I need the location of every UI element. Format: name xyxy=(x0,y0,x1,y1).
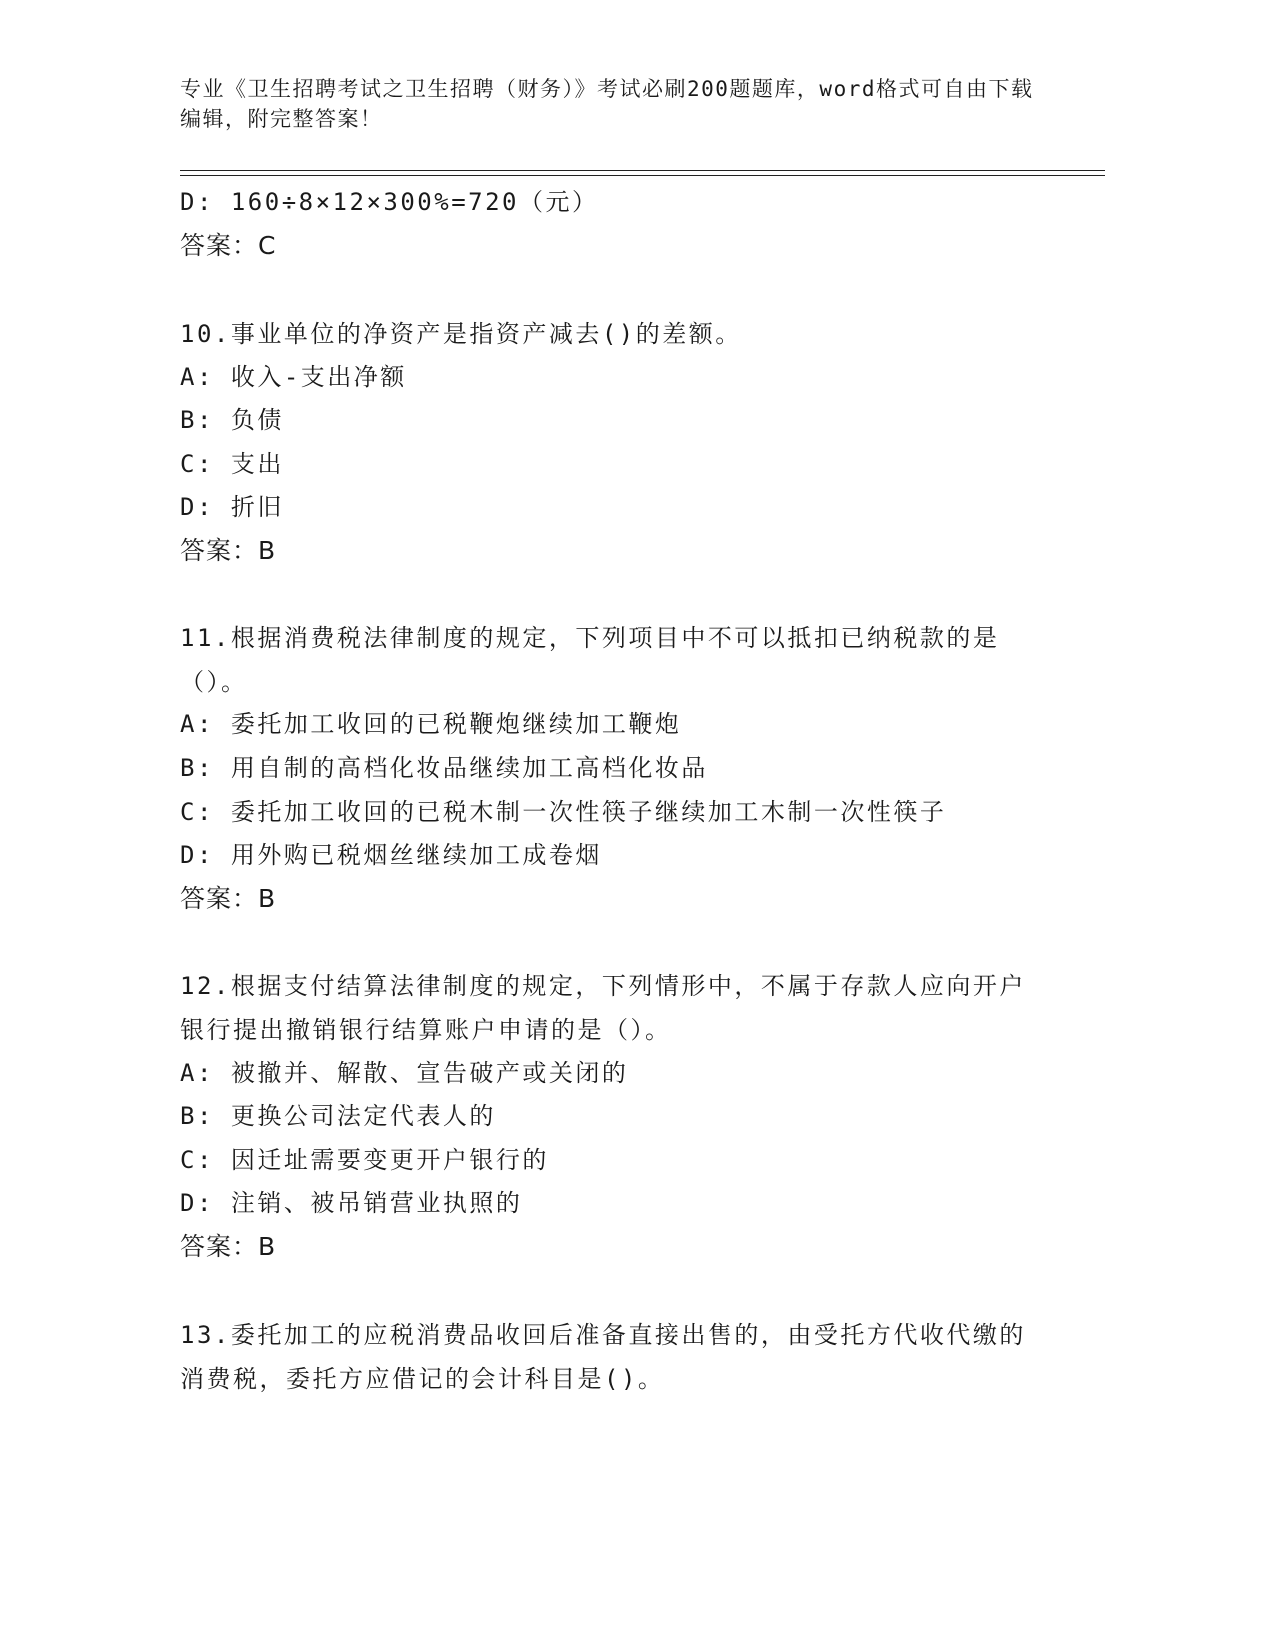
question-12-option-b: B: 更换公司法定代表人的 xyxy=(180,1102,496,1130)
question-13-stem: 13.委托加工的应税消费品收回后准备直接出售的，由受托方代收代缴的消费税，委托方应借记的会计科目是()。 xyxy=(180,1321,1026,1393)
question-10-answer: 答案：B xyxy=(180,536,277,565)
question-11-option-b: B: 用自制的高档化妆品继续加工高档化妆品 xyxy=(180,754,708,782)
question-11-option-c: C: 委托加工收回的已税木制一次性筷子继续加工木制一次性筷子 xyxy=(180,798,947,826)
document-header: 专业《卫生招聘考试之卫生招聘（财务）》考试必刷200题题库，word格式可自由下载编辑，附完整答案！ xyxy=(180,77,1034,131)
question-10-option-d: D: 折旧 xyxy=(180,493,284,521)
question-10-option-c: C: 支出 xyxy=(180,450,284,478)
prev-option-d: D: 160÷8×12×300%=720（元） xyxy=(180,188,599,216)
question-12-option-d: D: 注销、被吊销营业执照的 xyxy=(180,1189,523,1217)
question-10-option-b: B: 负债 xyxy=(180,406,284,434)
question-10-stem: 10.事业单位的净资产是指资产减去()的差额。 xyxy=(180,320,742,348)
question-10-option-a: A: 收入-支出净额 xyxy=(180,363,407,391)
question-12-option-c: C: 因迁址需要变更开户银行的 xyxy=(180,1146,549,1174)
header-divider xyxy=(180,170,1105,171)
question-12-stem: 12.根据支付结算法律制度的规定，下列情形中，不属于存款人应向开户银行提出撤销银行结算账户申请的是（）。 xyxy=(180,972,1026,1044)
question-12-answer: 答案：B xyxy=(180,1232,277,1261)
question-11-stem: 11.根据消费税法律制度的规定，下列项目中不可以抵扣已纳税款的是（）。 xyxy=(180,624,1000,696)
prev-answer: 答案：C xyxy=(180,231,277,260)
question-11-answer: 答案：B xyxy=(180,884,277,913)
header-divider-second xyxy=(180,175,1105,176)
question-11-option-a: A: 委托加工收回的已税鞭炮继续加工鞭炮 xyxy=(180,710,682,738)
question-12-option-a: A: 被撤并、解散、宣告破产或关闭的 xyxy=(180,1059,629,1087)
question-11-option-d: D: 用外购已税烟丝继续加工成卷烟 xyxy=(180,841,602,869)
